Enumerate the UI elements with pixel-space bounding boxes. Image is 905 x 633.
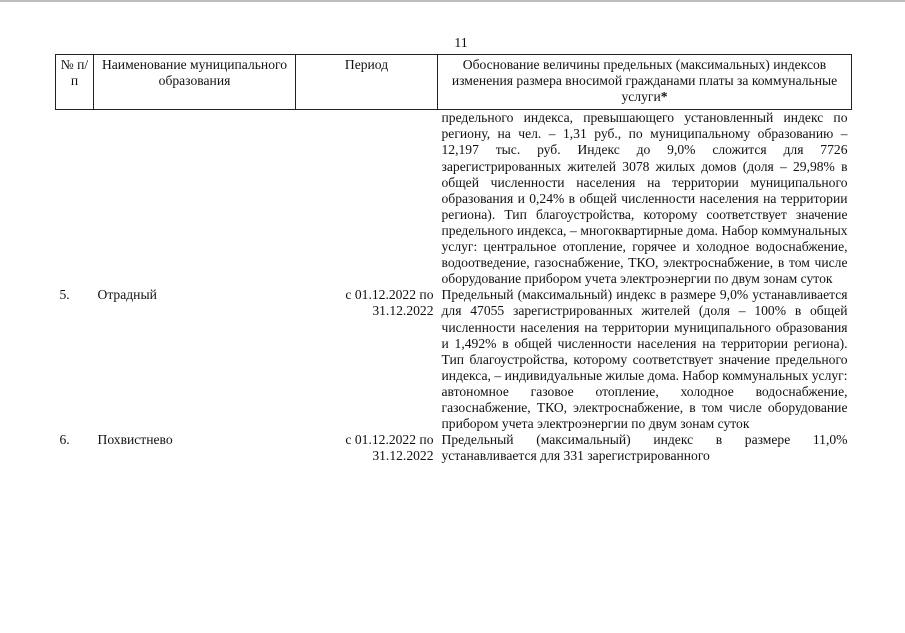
row-municipality: Отрадный <box>97 287 157 303</box>
row-justification: предельного индекса, превышающего установленный индекс по региону, на чел. – 1,31 руб., по муниципальному образованию – 12,197 тыс. руб. Индекс до 9,0% сложится для 7726 зарегистрированных жителей 3078 жилых домов (доля – 29,98% в общей численности населения на территории муниципального образования и 0,24% в общей численности населения на территории региона). Тип благоустройства, которому соответствует значение предельного индекса, – многоквартирные дома. Набор коммунальных услуг: центральное отопление, горячее и холодное водоснабжение, водоотведение, газоснабжение, ТКО, электроснабжение, в том числе оборудование прибором учета электроэнергии по двум зонам суток <box>441 110 848 287</box>
header-period: Период <box>296 55 438 110</box>
tariff-index-table <box>55 54 852 464</box>
row-municipality <box>94 110 296 288</box>
header-justification-text: Обоснование величины предельных (максимальных) индексов изменения размера вносимой гражданами платы за коммунальные услуги <box>451 57 838 105</box>
row-period <box>296 110 438 288</box>
row-period: с 01.12.2022 по 31.12.2022 <box>345 432 434 464</box>
table-row <box>56 110 852 288</box>
page-top-edge <box>0 0 905 2</box>
row-justification: Предельный (максимальный) индекс в размере 9,0% устанавливается для 47055 зарегистрированных жителей (доля – 100% в общей численности населения на территории муниципального образования и 1,492% в общей численности населения на территории региона). Тип благоустройства, которому соответствует значение предельного индекса, – индивидуальные жилые дома. Набор коммунальных услуг: автономное газовое отопление, холодное водоснабжение, газоснабжение, ТКО, электроснабжение, в том числе оборудование прибором учета электроэнергии по двум зонам суток <box>441 287 848 432</box>
row-municipality: Похвистнево <box>97 432 173 448</box>
table-body <box>56 110 852 465</box>
row-justification: Предельный (максимальный) индекс в размере 11,0% устанавливается для 331 зарегистрированного <box>441 432 848 464</box>
header-number: № п/п <box>56 55 94 110</box>
row-number <box>56 110 94 288</box>
header-justification <box>438 55 852 110</box>
row-number: 6. <box>59 432 70 448</box>
table-header <box>56 55 852 110</box>
row-period: с 01.12.2022 по 31.12.2022 <box>345 287 434 319</box>
header-municipality: Наименование муниципального образования <box>94 55 296 110</box>
header-footnote-mark: * <box>660 89 668 105</box>
table-row <box>56 432 852 464</box>
table-header-row <box>56 55 852 110</box>
table-row <box>56 287 852 432</box>
page-number: 11 <box>454 36 468 51</box>
row-number: 5. <box>59 287 70 303</box>
